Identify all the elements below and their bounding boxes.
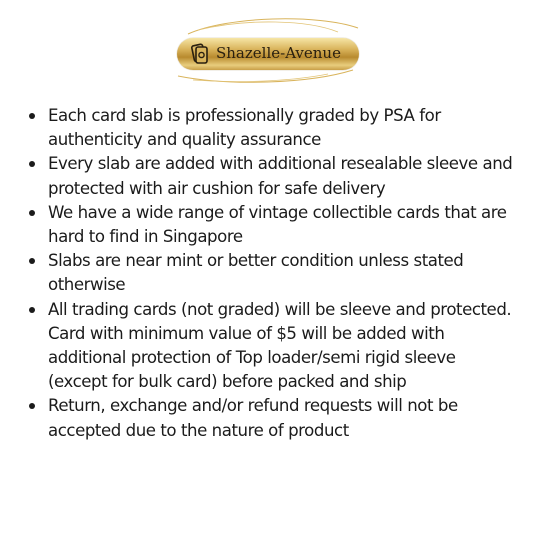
policy-list	[24, 104, 514, 443]
list-item	[24, 152, 514, 200]
list-item-text: We have a wide range of vintage collectible cards that are hard to find in Singapore	[48, 202, 507, 247]
bullet-icon	[29, 258, 35, 264]
list-item-text: Each card slab is professionally graded by PSA for authenticity and quality assurance	[48, 106, 441, 150]
list-item	[24, 201, 514, 249]
list-item	[24, 104, 514, 152]
list-item-text: Slabs are near mint or better condition unless stated otherwise	[48, 251, 464, 295]
bullet-icon	[29, 161, 35, 167]
bullet-icon	[29, 113, 35, 119]
brand-name: Shazelle-Avenue	[216, 44, 341, 62]
bullet-icon	[29, 210, 35, 216]
brand-logo	[168, 14, 368, 84]
bullet-icon	[29, 403, 35, 409]
list-item-text: Return, exchange and/or refund requests will not be accepted due to the nature of product	[48, 396, 458, 440]
list-item	[24, 298, 514, 395]
list-item-text: Every slab are added with additional resealable sleeve and protected with air cushion for safe delivery	[48, 154, 513, 198]
list-item	[24, 249, 514, 297]
card-deck-icon	[188, 42, 212, 66]
list-item	[24, 394, 514, 442]
bullet-icon	[29, 307, 35, 313]
list-item-text: All trading cards (not graded) will be sleeve and protected. Card with minimum value of $5 will be added with additional protection of Top loader/semi rigid sleeve (except for bulk card) before packed and ship	[48, 299, 512, 392]
